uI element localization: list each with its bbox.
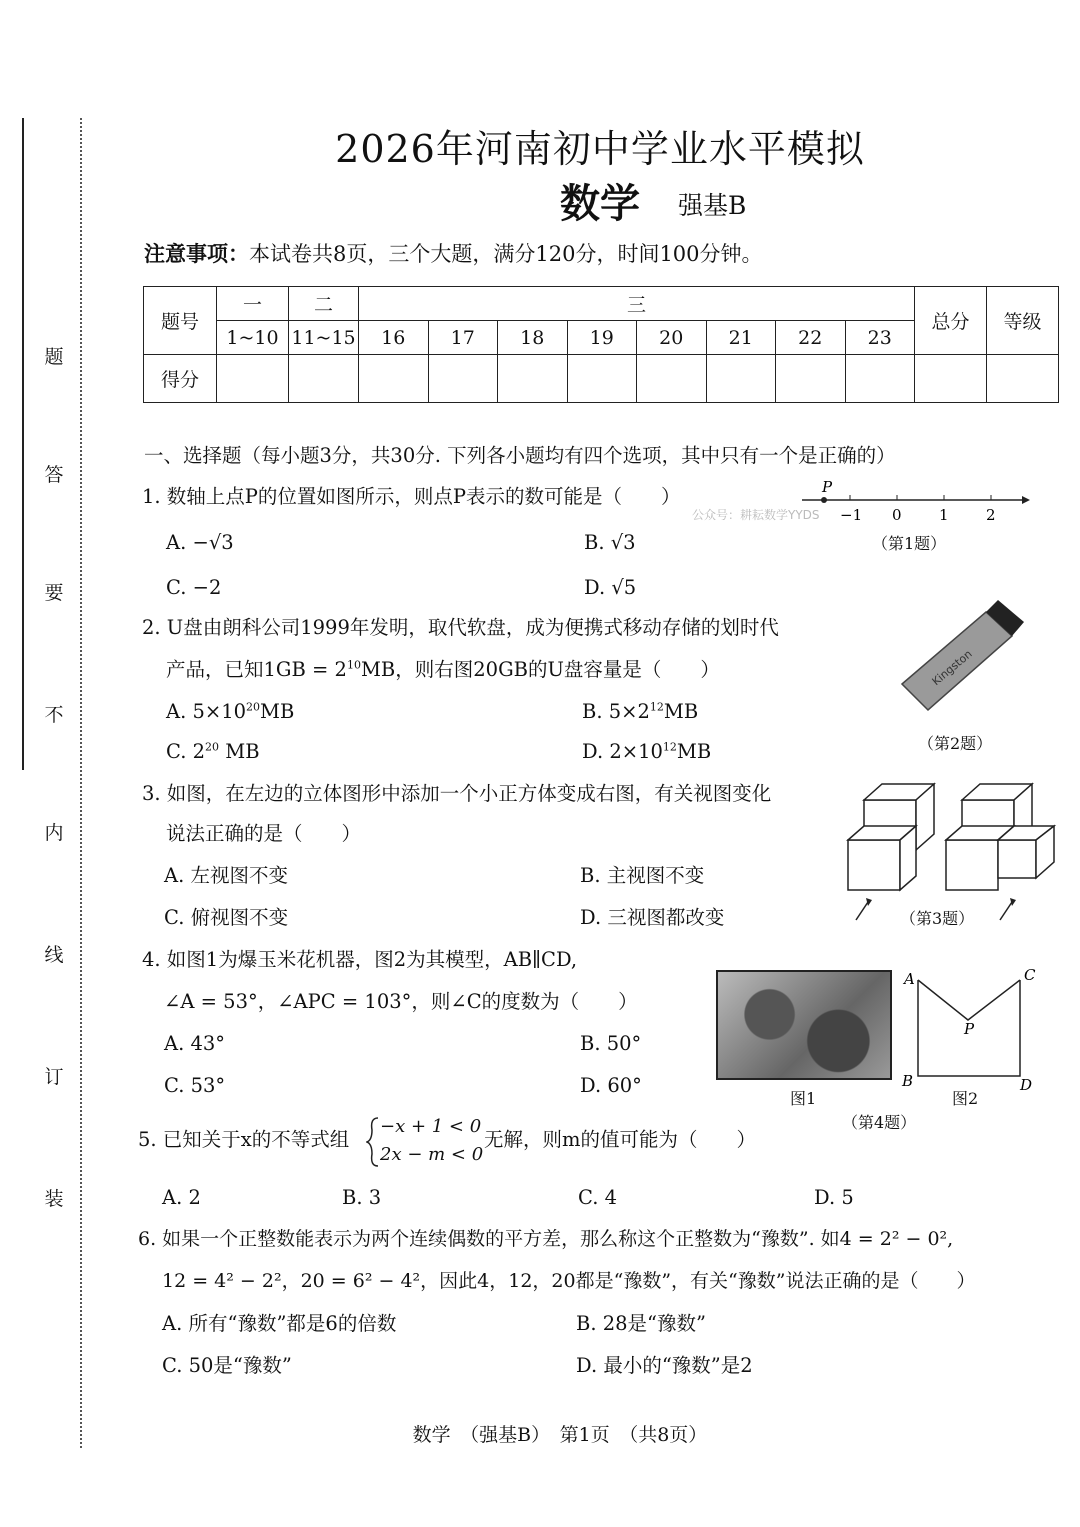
score-table-cell: 19	[567, 321, 637, 355]
q2-line2-text: MB，则右图20GB的U盘容量是（ ）	[360, 658, 720, 681]
number-line-arrow	[1022, 496, 1030, 504]
q2-line2-exponent: 10	[346, 658, 361, 672]
option-text: MB	[219, 740, 260, 763]
score-table-cell: 20	[637, 321, 707, 355]
option-text: D. 2×10	[582, 740, 663, 763]
q6-option-c[interactable]: C. 50是“豫数”	[162, 1354, 292, 1377]
q1-caption: （第1题）	[872, 534, 947, 553]
tick-label: −1	[840, 506, 863, 524]
score-table-cell: 21	[706, 321, 776, 355]
q3-option-b[interactable]: B. 主视图不变	[580, 864, 705, 887]
q6-option-b[interactable]: B. 28是“豫数”	[576, 1312, 706, 1335]
score-input-cell[interactable]	[428, 355, 498, 403]
q5-inequality-2: 2x − m < 0	[380, 1144, 484, 1165]
q4-caption: （第4题）	[842, 1113, 917, 1132]
point-label: A	[904, 970, 915, 988]
binding-char: 装	[44, 1188, 64, 1210]
score-input-cell[interactable]	[217, 355, 289, 403]
score-input-cell[interactable]	[567, 355, 637, 403]
binding-char: 不	[44, 704, 64, 726]
subject-subtitle: 强基B	[678, 191, 747, 220]
q5-option-c[interactable]: C. 4	[578, 1186, 618, 1209]
q4-option-d[interactable]: D. 60°	[580, 1074, 642, 1097]
tick-label: 2	[986, 506, 996, 524]
subject-title: 数学	[560, 181, 640, 227]
q1-option-b[interactable]: B. √3	[584, 531, 636, 554]
option-text: MB	[663, 700, 699, 723]
right-cube-stack	[946, 784, 1054, 890]
watermark: 公众号：耕耘数学YYDS	[692, 508, 820, 522]
score-input-cell[interactable]	[987, 355, 1059, 403]
score-table-cell: 16	[359, 321, 429, 355]
view-arrow	[856, 902, 868, 920]
score-input-cell[interactable]	[845, 355, 915, 403]
score-input-cell[interactable]	[776, 355, 846, 403]
score-table-cell: 18	[498, 321, 568, 355]
point-label: D	[1020, 1076, 1033, 1094]
binding-char: 要	[44, 582, 64, 604]
score-input-cell[interactable]	[706, 355, 776, 403]
q1-option-d[interactable]: D. √5	[584, 576, 637, 599]
point-p	[821, 497, 827, 503]
q6-line1: 6. 如果一个正整数能表示为两个连续偶数的平方差，那么称这个正整数为“豫数”. 如4 = 2² − 0²,	[138, 1228, 954, 1250]
binding-line	[22, 118, 24, 770]
q5-inequality-1: −x + 1 < 0	[380, 1116, 482, 1137]
point-p-label: P	[822, 478, 833, 496]
score-table-header: 一	[217, 287, 289, 321]
score-table-header: 题号	[144, 287, 217, 355]
point-label: P	[964, 1020, 975, 1038]
q2-option-d[interactable]	[582, 740, 711, 763]
q1-number-line	[800, 478, 1030, 526]
score-table-header: 等级	[987, 287, 1059, 355]
score-input-cell[interactable]	[359, 355, 429, 403]
score-input-cell[interactable]	[289, 355, 359, 403]
option-text: MB	[260, 700, 295, 723]
q5-option-d[interactable]: D. 5	[814, 1186, 854, 1209]
q4-fig1-label: 图1	[790, 1089, 817, 1108]
q2-option-a[interactable]	[166, 700, 294, 723]
binding-dotted-line	[80, 118, 82, 1448]
option-text: MB	[676, 740, 712, 763]
view-arrow	[1000, 902, 1012, 920]
q1-stem: 1. 数轴上点P的位置如图所示，则点P表示的数可能是（ ）	[142, 485, 681, 508]
q4-line2: ∠A = 53°，∠APC = 103°，则∠C的度数为（ ）	[164, 990, 638, 1013]
popcorn-machine-photo	[716, 970, 892, 1080]
score-table-header: 二	[289, 287, 359, 321]
q1-option-c[interactable]: C. −2	[166, 576, 222, 599]
option-exponent: 20	[246, 700, 261, 714]
option-text: B. 5×2	[582, 700, 650, 723]
q2-line2	[166, 658, 720, 681]
binding-char: 订	[44, 1066, 64, 1088]
section-heading: 一、选择题（每小题3分，共30分. 下列各小题均有四个选项，其中只有一个是正确的）	[144, 444, 896, 467]
q4-geometry-figure	[896, 964, 1046, 1094]
tick-label: 1	[939, 506, 949, 524]
q4-fig2-label: 图2	[952, 1089, 979, 1108]
brace-path	[367, 1118, 378, 1166]
figure-lines	[918, 980, 1020, 1020]
q1-option-a[interactable]: A. −√3	[166, 531, 234, 554]
score-table-header: 三	[359, 287, 915, 321]
binding-char: 答	[44, 464, 64, 486]
q5-option-a[interactable]: A. 2	[162, 1186, 201, 1209]
binding-char: 线	[44, 944, 64, 966]
q2-option-c[interactable]	[166, 740, 260, 763]
score-table-cell: 23	[845, 321, 915, 355]
score-table-cell: 22	[776, 321, 846, 355]
score-input-cell[interactable]	[915, 355, 987, 403]
option-text: A. 5×10	[166, 700, 247, 723]
q5-brace	[366, 1116, 380, 1168]
page-footer: 数学 （强基B） 第1页 （共8页）	[412, 1424, 708, 1446]
notice-label: 注意事项：	[144, 242, 249, 266]
q4-line1: 4. 如图1为爆玉米花机器，图2为其模型，AB∥CD,	[142, 948, 578, 971]
q2-option-b[interactable]	[582, 700, 698, 723]
q5-option-b[interactable]: B. 3	[342, 1186, 382, 1209]
option-exponent: 12	[649, 700, 664, 714]
q6-line2: 12 = 4² − 2²，20 = 6² − 4²，因此4，12，20都是“豫数”，有关“豫数”说法正确的是（ ）	[162, 1270, 976, 1292]
exam-title: 2026年河南初中学业水平模拟	[335, 127, 865, 171]
q3-option-c[interactable]: C. 俯视图不变	[164, 906, 289, 929]
option-text: C. 2	[166, 740, 206, 763]
score-row-label: 得分	[144, 355, 217, 403]
q4-option-c[interactable]: C. 53°	[164, 1074, 226, 1097]
q3-option-d[interactable]: D. 三视图都改变	[580, 906, 725, 929]
q4-option-b[interactable]: B. 50°	[580, 1032, 642, 1055]
score-table-cell: 1~10	[217, 321, 289, 355]
score-table-cell: 17	[428, 321, 498, 355]
q3-line2: 说法正确的是（ ）	[166, 822, 362, 845]
q6-option-d[interactable]: D. 最小的“豫数”是2	[576, 1354, 753, 1377]
option-exponent: 12	[662, 740, 677, 754]
q2-line1: 2. U盘由朗科公司1999年发明，取代软盘，成为便携式移动存储的划时代	[142, 616, 779, 639]
left-cube-stack	[848, 784, 934, 890]
q5-stem-b: 无解，则m的值可能为（ ）	[484, 1128, 756, 1151]
point-label: C	[1024, 966, 1036, 984]
score-input-cell[interactable]	[498, 355, 568, 403]
q2-line2-text: 产品，已知1GB = 2	[166, 658, 347, 681]
score-table-header: 总分	[915, 287, 987, 355]
notice	[144, 238, 763, 268]
binding-char: 题	[44, 346, 64, 368]
point-label: B	[902, 1072, 914, 1090]
q2-caption: （第2题）	[918, 734, 993, 753]
q5-stem-a: 5. 已知关于x的不等式组	[138, 1128, 350, 1151]
score-table	[143, 286, 1059, 403]
q4-option-a[interactable]: A. 43°	[164, 1032, 226, 1055]
q3-caption: （第3题）	[900, 909, 975, 928]
q3-option-a[interactable]: A. 左视图不变	[164, 864, 288, 887]
notice-text: 本试卷共8页，三个大题，满分120分，时间100分钟。	[249, 242, 763, 266]
tick-label: 0	[892, 506, 902, 524]
score-input-cell[interactable]	[637, 355, 707, 403]
score-table-cell: 11~15	[289, 321, 359, 355]
q6-option-a[interactable]: A. 所有“豫数”都是6的倍数	[162, 1312, 397, 1335]
option-exponent: 20	[205, 740, 220, 754]
q2-usb-image	[890, 592, 1030, 722]
usb-brand-label: Kingston	[929, 647, 975, 689]
q3-line1: 3. 如图，在左边的立体图形中添加一个小正方体变成右图，有关视图变化	[142, 782, 772, 805]
binding-char: 内	[44, 822, 64, 844]
